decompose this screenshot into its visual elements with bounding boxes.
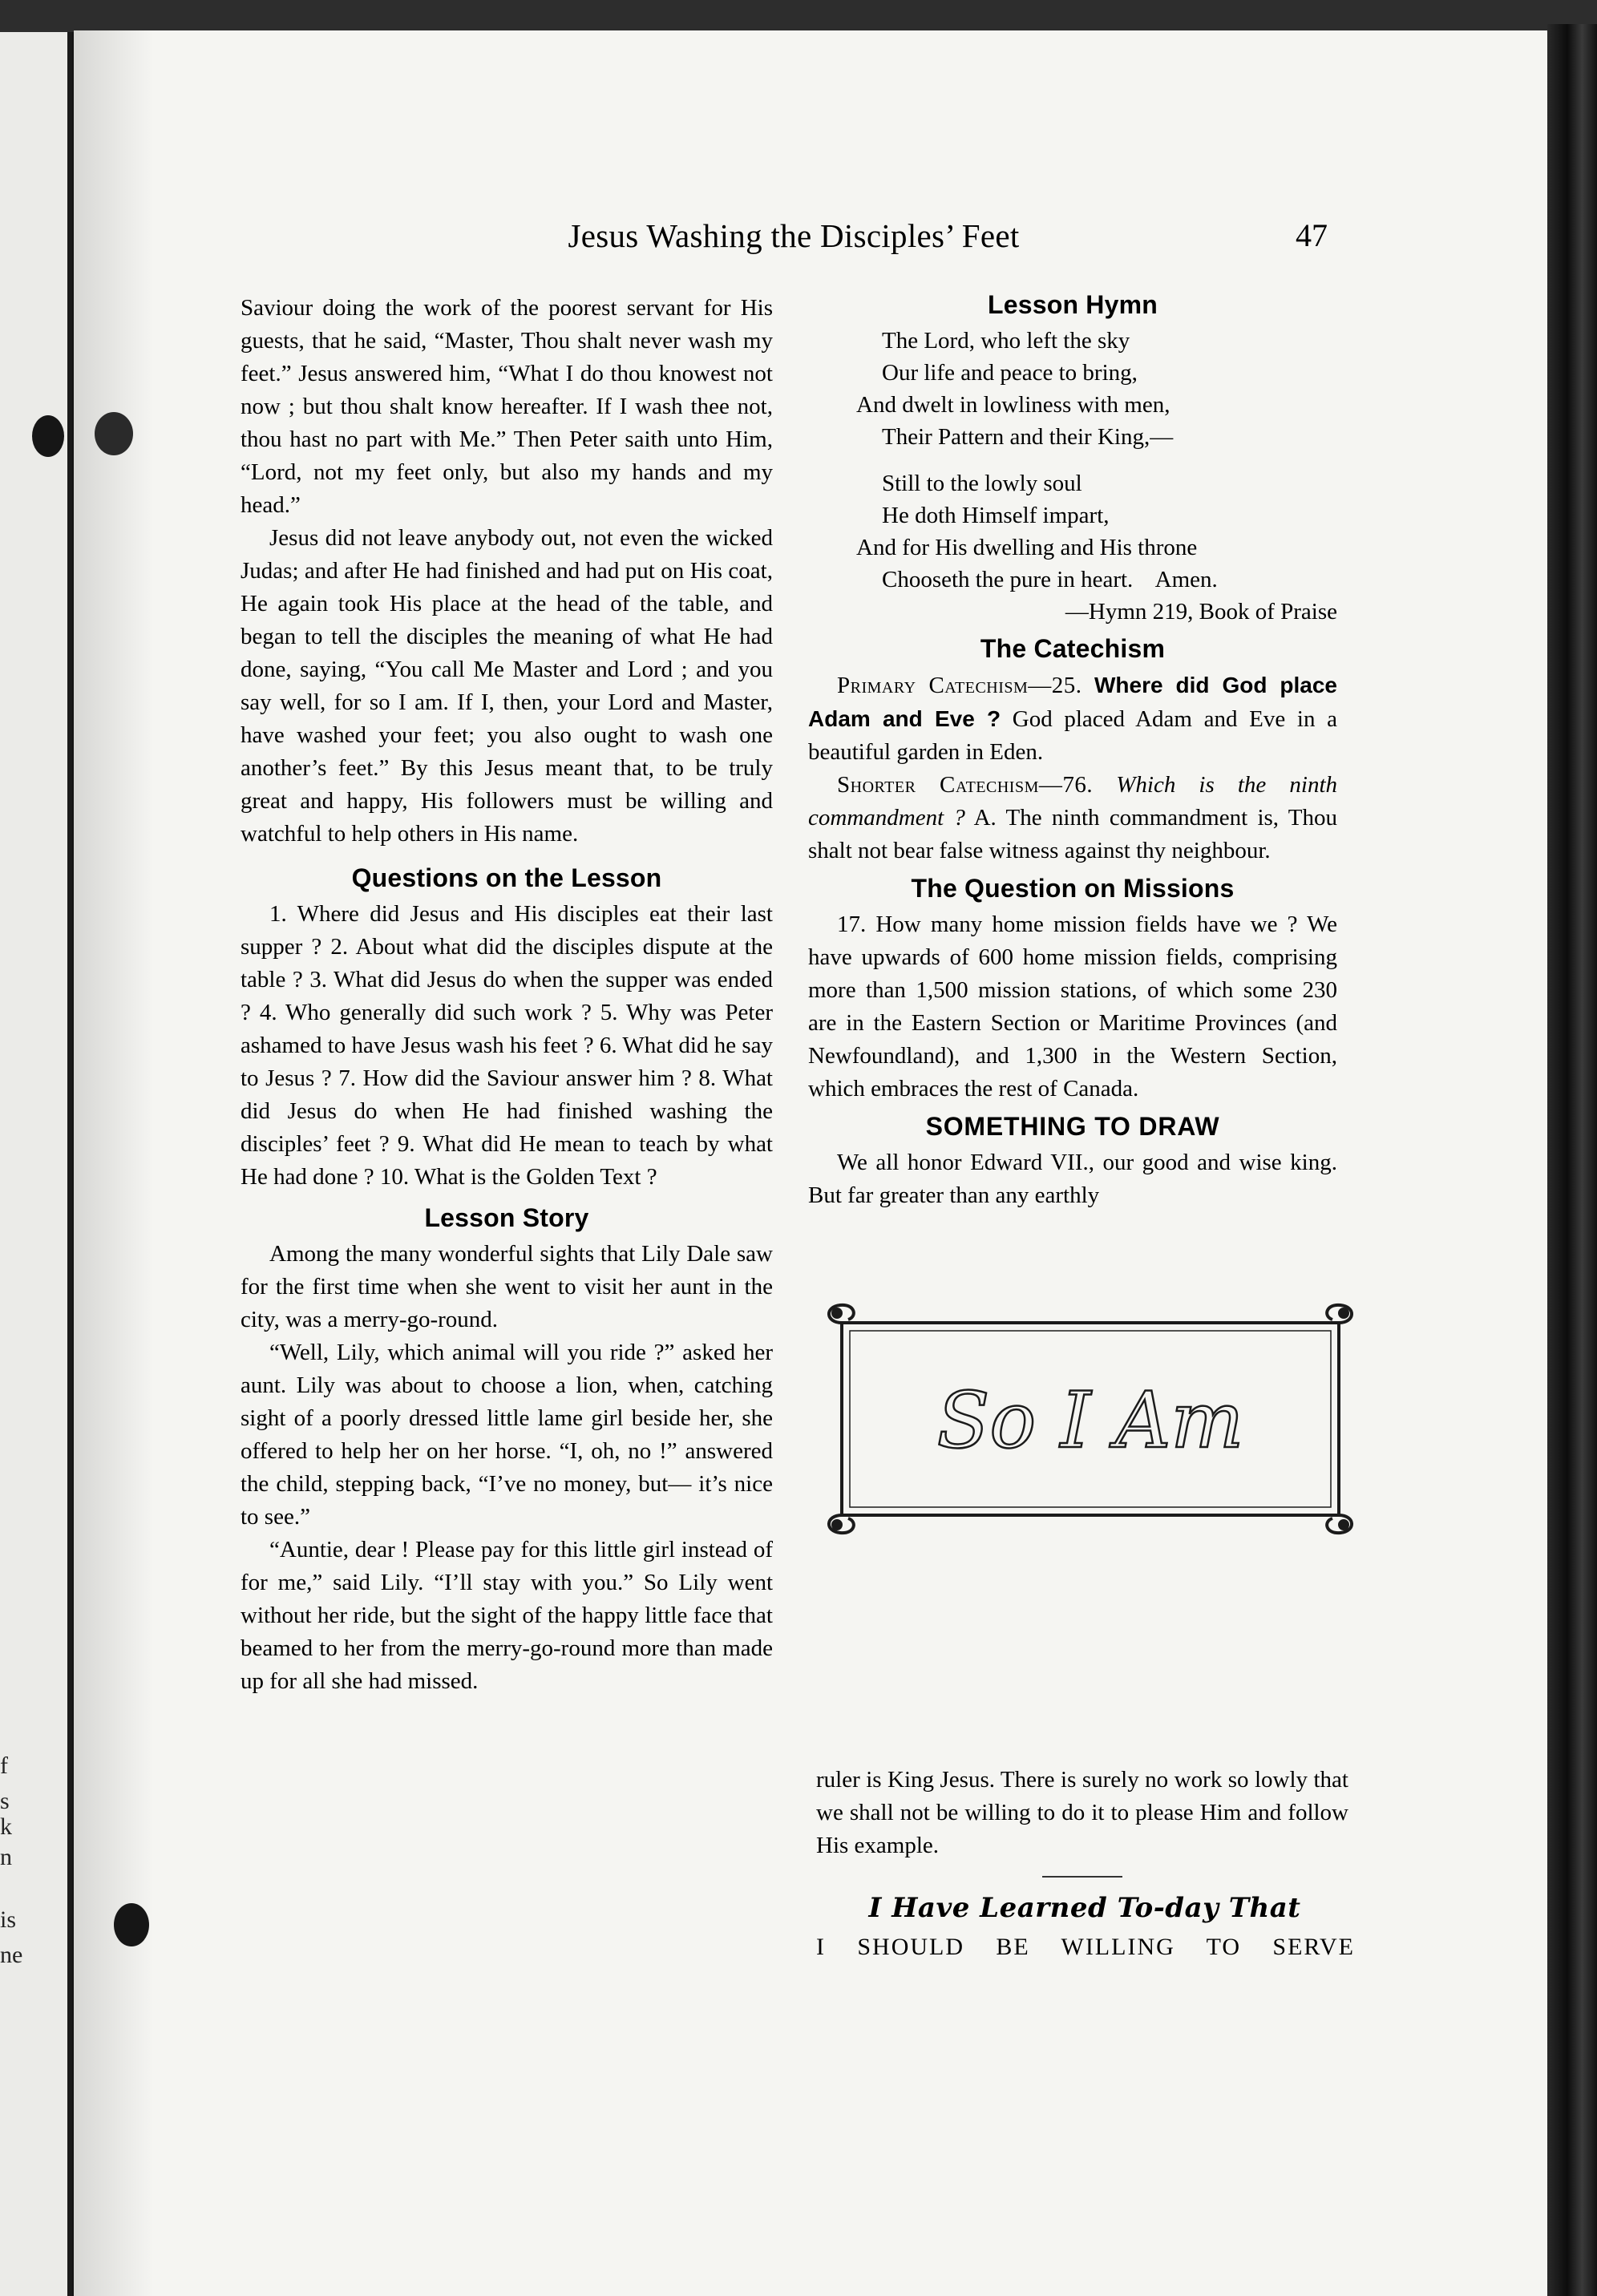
section-heading: The Catechism xyxy=(980,634,1166,663)
section-heading: SOMETHING TO DRAW xyxy=(925,1112,1220,1141)
gutter-shadow xyxy=(74,30,154,2296)
draw-paragraph-continued: ruler is King Jesus. There is surely no work so lowly that we shall not be willing to do it to please Him and follow His example. xyxy=(816,1767,1348,1858)
body-paragraph: Saviour doing the work of the poorest servant for His guests, that he said, “Master, Thou shalt never wash my feet.” Jesus answered him, “What I do thou knowest not now ; but thou shalt know hereafter. If I wash thee not, thou hast no part with Me.” Then Peter saith unto Him, “Lord, not my feet only, but also my hands and my head.” xyxy=(241,295,773,518)
binding-hole xyxy=(95,412,133,455)
margin-fragment: ne xyxy=(0,1942,23,1968)
learned-line: I SHOULD BE WILLING TO SERVE xyxy=(816,1934,1355,1960)
section-heading: Questions on the Lesson xyxy=(351,863,662,892)
story-paragraph: “Well, Lily, which animal will you ride ?” asked her aunt. Lily was about to choose a lion, when, catching sight of a poorly dressed little lame girl beside her, she offered to help her on her horse. “I, oh, no !” answered the child, stepping back, “I’ve no money, but— it’s nice to see.” xyxy=(241,1340,773,1530)
page-number: 47 xyxy=(1296,217,1328,253)
scan-top-edge xyxy=(0,0,1597,32)
book-spine xyxy=(1547,24,1597,2296)
margin-fragment: k xyxy=(0,1813,12,1840)
binding-hole xyxy=(114,1903,149,1946)
margin-fragment: is xyxy=(0,1906,17,1933)
learned-heading: I Have Learned To-day That xyxy=(868,1892,1301,1924)
hymn xyxy=(808,325,1337,628)
catechism-question: Which is the ninth commandment ? xyxy=(808,772,1338,831)
left-column xyxy=(241,292,773,1698)
questions-paragraph: 1. Where did Jesus and His disciples eat their last supper ? 2. About what did the disciples dispute at the table ? 3. What did Jesus do when the supper was ended ? 4. Who generally did such work ? 5. Why was Peter ashamed to have Jesus wash his feet ? 6. What did he say to Jesus ? 7. How did the Saviour answer him ? 8. What did Jesus do when He had finished washing the disciples’ feet ? 9. What did He mean to teach by what He had done ? 10. What is the Golden Text ? xyxy=(241,901,773,1190)
hymn-line: Chooseth the pure in heart. Amen. xyxy=(882,567,1218,592)
section-heading: Lesson Hymn xyxy=(987,290,1158,319)
margin-fragment: f xyxy=(0,1752,8,1779)
drawing-frame xyxy=(818,1299,1363,1539)
right-column xyxy=(808,284,1337,1212)
margin-fragment: s xyxy=(0,1788,10,1814)
drawing-caption: So I Am xyxy=(936,1376,1244,1465)
right-column-bottom xyxy=(816,1764,1348,1862)
divider xyxy=(1042,1876,1122,1878)
missions-paragraph: 17. How many home mission fields have we ? We have upwards of 600 home mission fields, comprising more than 1,500 mission stations, of which some 230 are in the Eastern Section or Maritime Provinces (and Newfoundland), and 1,300 in the Western Section, which embraces the rest of Canada. xyxy=(808,912,1337,1102)
hymn-attribution: —Hymn 219, Book of Praise xyxy=(1065,599,1337,625)
hymn-line: And for His dwelling and His throne xyxy=(856,535,1198,560)
section-heading: The Question on Missions xyxy=(911,874,1235,903)
body-paragraph: Jesus did not leave anybody out, not even the wicked Judas; and after He had finished and had put on His coat, He again took His place at the head of the table, and began to tell the disciples the meaning of what He had done, saying, “You call Me Master and Lord ; and you say well, for so I am. If I, then, your Lord and Master, have washed your feet; you also ought to wash one another’s feet.” By this Jesus meant that, to be truly great and happy, His followers must be willing and watchful to help others in His name. xyxy=(241,525,773,847)
hymn-line: The Lord, who left the sky xyxy=(882,328,1130,354)
hymn-line: Their Pattern and their King,— xyxy=(882,424,1174,450)
catechism-answer: God placed Adam and Eve in a beautiful garden in Eden. xyxy=(808,706,1337,765)
hymn-line: And dwelt in lowliness with men, xyxy=(856,392,1170,418)
catechism-question: Where did God place Adam and Eve ? xyxy=(808,673,1338,731)
hymn-line: Still to the lowly soul xyxy=(882,471,1082,496)
hymn-line: He doth Himself impart, xyxy=(882,503,1110,528)
section-heading: Lesson Story xyxy=(424,1203,589,1232)
ornamental-frame xyxy=(818,1299,1363,1539)
catechism-answer: A. The ninth commandment is, Thou shalt not bear false witness against thy neighbour. xyxy=(808,805,1338,863)
gutter-rule xyxy=(67,32,72,2296)
story-paragraph: “Auntie, dear ! Please pay for this little girl instead of for me,” said Lily. “I’ll stay with you.” So Lily went without her ride, but the sight of the happy little face that beamed to her from the merry-go-round more than made up for all she had missed. xyxy=(241,1537,773,1694)
binding-hole xyxy=(32,415,64,457)
story-paragraph: Among the many wonderful sights that Lily Dale saw for the first time when she went to visit her aunt in the city, was a merry-go-round. xyxy=(241,1241,773,1332)
hymn-line: Our life and peace to bring, xyxy=(882,360,1138,386)
margin-fragment: n xyxy=(0,1844,12,1870)
draw-paragraph: We all honor Edward VII., our good and wise king. But far greater than any earthly xyxy=(808,1150,1337,1208)
catechism-label: Shorter Catechism—76. xyxy=(837,772,1094,798)
catechism-label: Primary Catechism—25. xyxy=(837,673,1082,698)
page-title: Jesus Washing the Disciples’ Feet xyxy=(568,217,1020,254)
